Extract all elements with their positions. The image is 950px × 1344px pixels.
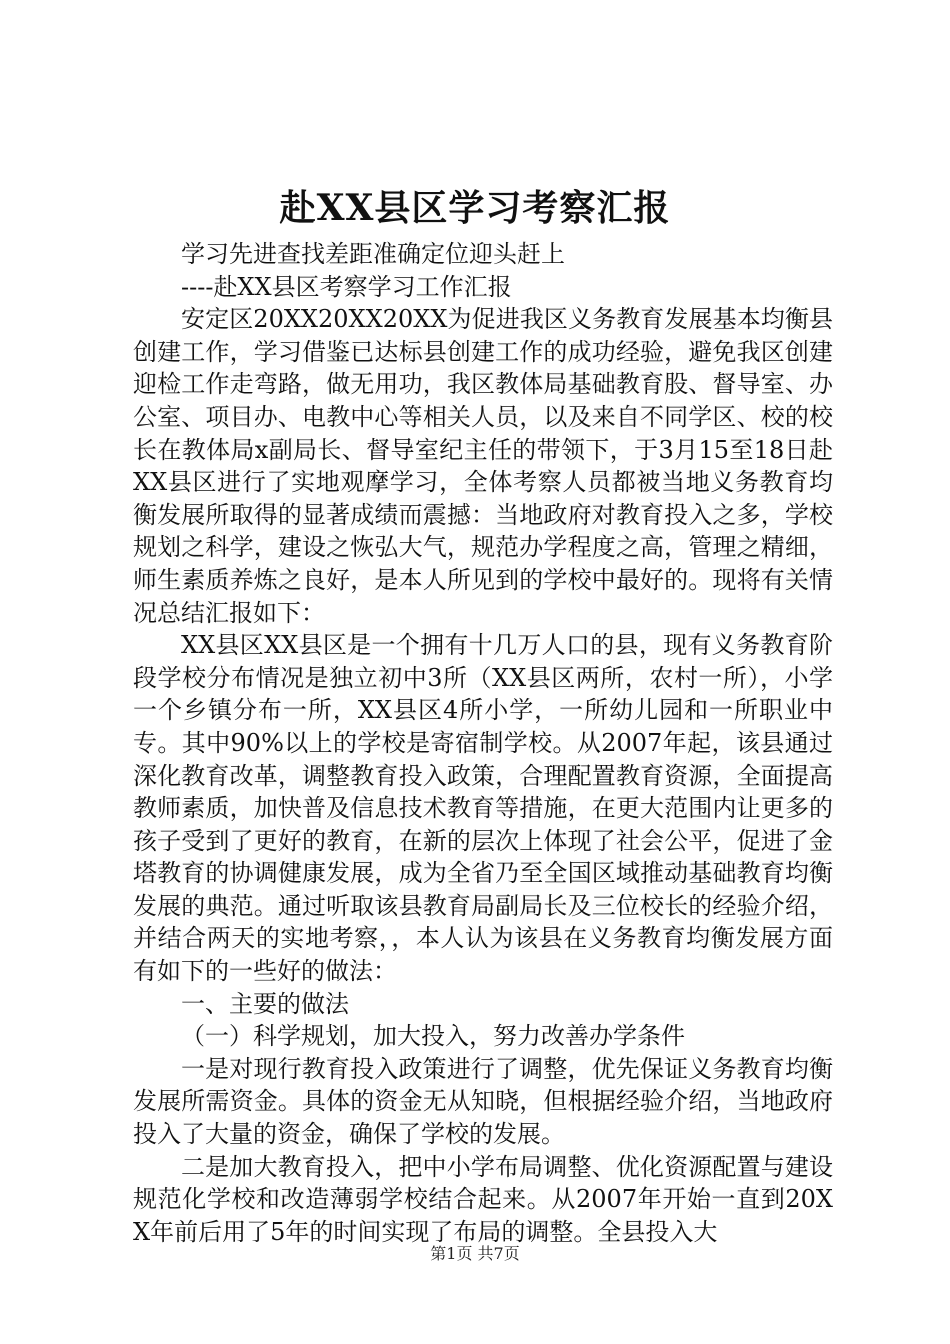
paragraph-policy: 一是对现行教育投入政策进行了调整，优先保证义务教育均衡发展所需资金。具体的资金无从知晓，但根据经验介绍，当地政府投入了大量的资金，确保了学校的发展。 [133,1054,833,1149]
document-body [133,238,833,1248]
paragraph-intro: 安定区20XX20XX20XX为促进我区义务教育发展基本均衡县创建工作，学习借鉴已达标县创建工作的成功经验，避免我区创建迎检工作走弯路，做无用功，我区教体局基础教育股、督导室、办公室、项目办、电教中心等相关人员，以及来自不同学区、校的校长在教体局x副局长、督导室纪主任的带领下，于3月15至18日赴XX县区进行了实地观摩学习，全体考察人员都被当地义务教育均衡发展所取得的显著成绩而震撼：当地政府对教育投入之多，学校规划之科学，建设之恢弘大气，规范办学程度之高，管理之精细，师生素质养炼之良好，是本人所见到的学校中最好的。现将有关情况总结汇报如下： [133,305,833,627]
paragraph-investment: 二是加大教育投入，把中小学布局调整、优化资源配置与建设规范化学校和改造薄弱学校结合起来。从2007年开始一直到20XX年前后用了5年的时间实现了布局的调整。全县投入大 [133,1152,833,1246]
subsection-heading: （一）科学规划，加大投入，努力改善办学条件 [181,1022,685,1051]
subtitle-line: 学习先进查找差距准确定位迎头赶上 [181,240,565,268]
section-heading: 一、主要的做法 [181,989,349,1018]
subtitle-line-2: ----赴XX县区考察学习工作汇报 [181,272,512,301]
document-title: 赴XX县区学习考察汇报 [279,187,671,229]
paragraph-county-overview: XX县区XX县区是一个拥有十几万人口的县，现有义务教育阶段学校分布情况是独立初中3所（XX县区两所，农村一所），小学一个乡镇分布一所，XX县区4所小学，一所幼儿园和一所职业中专。其中90%以上的学校是寄宿制学校。从2007年起，该县通过深化教育改革，调整教育投入政策，合理配置教育资源，全面提高教师素质，加快普及信息技术教育等措施，在更大范围内让更多的孩子受到了更好的教育，在新的层次上体现了社会公平，促进了金塔教育的协调健康发展，成为全省乃至全国区域推动基础教育均衡发展的典范。通过听取该县教育局副局长及三位校长的经验介绍，并结合两天的实地考察，，本人认为该县在义务教育均衡发展方面有如下的一些好的做法： [133,631,833,986]
page-number: 第1页 共7页 [430,1244,520,1263]
